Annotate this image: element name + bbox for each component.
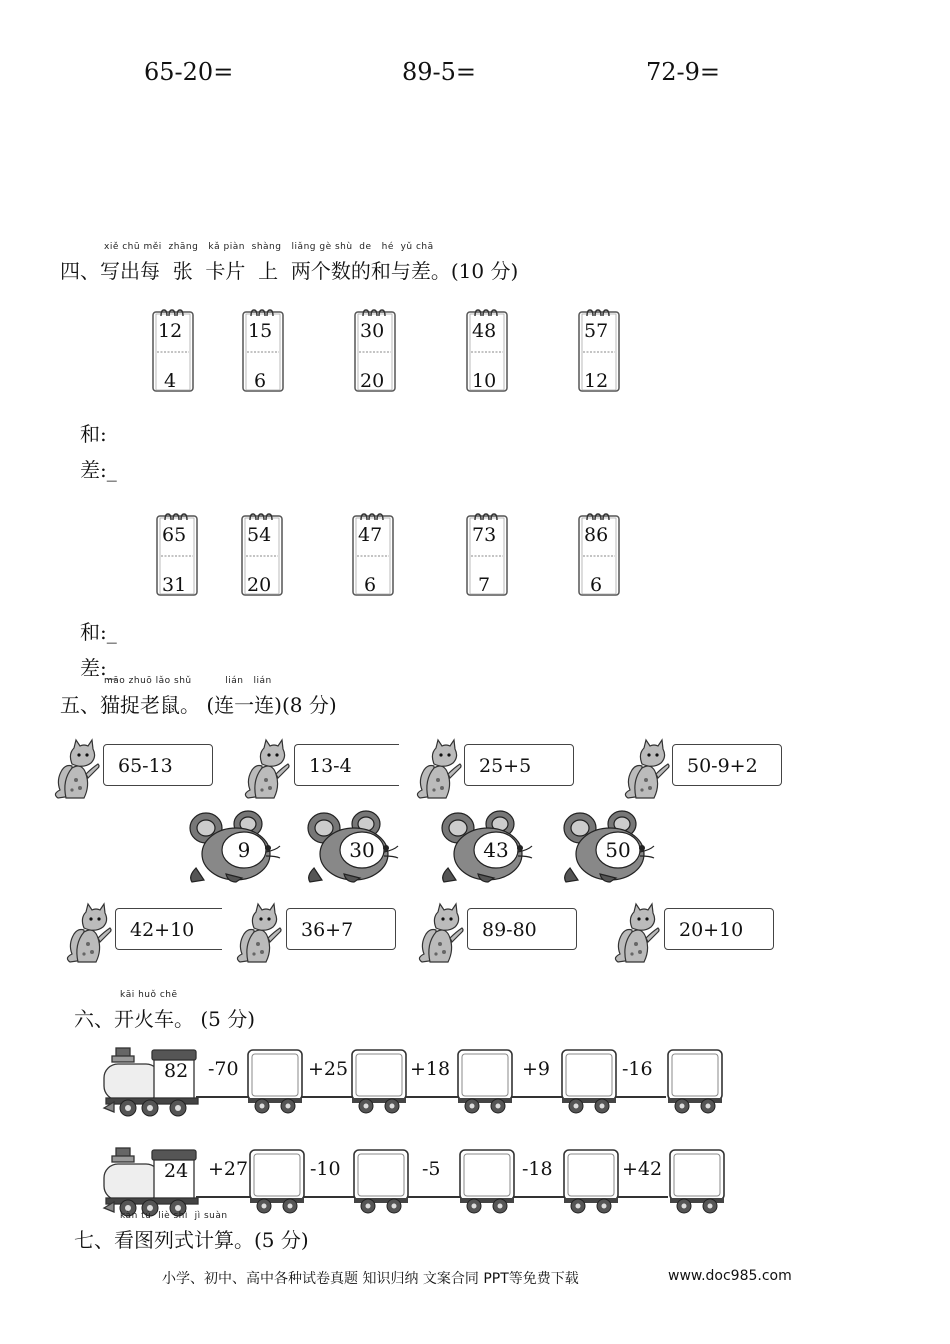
card-bottom-number: 12: [584, 370, 609, 392]
card-bottom-number: 7: [478, 574, 491, 596]
equation-2: 89-5=: [402, 58, 477, 86]
train-start-number: 24: [164, 1160, 189, 1182]
number-card: [242, 308, 284, 392]
card-bottom-number: 6: [254, 370, 267, 392]
section7-title: 七、看图列式计算。(5 分): [74, 1228, 309, 1252]
footer-url[interactable]: www.doc985.com: [668, 1268, 792, 1284]
card-top-number: 65: [162, 524, 187, 546]
cat-expression-box[interactable]: 36+7: [286, 908, 396, 950]
answer-wagon[interactable]: [668, 1148, 726, 1214]
answer-wagon[interactable]: [246, 1048, 304, 1114]
answer-wagon[interactable]: [248, 1148, 306, 1214]
section7-pinyin: kàn tú liè shì jì suàn: [120, 1211, 228, 1221]
mouse-icon[interactable]: [186, 808, 282, 884]
train-operation: -70: [208, 1058, 239, 1080]
cat-expression-box[interactable]: 20+10: [664, 908, 774, 950]
train-operation: +42: [622, 1158, 663, 1180]
number-card: [578, 308, 620, 392]
number-card: [466, 308, 508, 392]
card-bottom-number: 20: [247, 574, 272, 596]
answer-wagon[interactable]: [456, 1048, 514, 1114]
card-top-number: 48: [472, 320, 497, 342]
mouse-number: 43: [483, 838, 509, 862]
answer-wagon[interactable]: [350, 1048, 408, 1114]
mouse-number: 9: [237, 838, 251, 862]
locomotive-icon: [102, 1146, 202, 1218]
cat-expression-box[interactable]: 50-9+2: [672, 744, 782, 786]
card-top-number: 86: [584, 524, 609, 546]
train-operation: -18: [522, 1158, 553, 1180]
card-top-number: 57: [584, 320, 609, 342]
mouse-icon[interactable]: [438, 808, 534, 884]
train-start-number: 82: [164, 1060, 189, 1082]
train-operation: -5: [422, 1158, 441, 1180]
card-top-number: 54: [247, 524, 272, 546]
cat-expression-box[interactable]: 89-80: [467, 908, 577, 950]
answer-wagon[interactable]: [666, 1048, 724, 1114]
cat-icon: [232, 902, 284, 964]
number-card: [152, 308, 194, 392]
train-operation: -10: [310, 1158, 341, 1180]
sum-label-1: 和:: [80, 422, 107, 446]
answer-wagon[interactable]: [458, 1148, 516, 1214]
train-operation: -16: [622, 1058, 653, 1080]
card-top-number: 15: [248, 320, 273, 342]
section5-pinyin: māo zhuō lǎo shǔ lián lián: [104, 676, 272, 686]
mouse-number: 50: [605, 838, 631, 862]
train-operation: +9: [522, 1058, 551, 1080]
sum-label-2: 和:_: [80, 620, 117, 644]
card-top-number: 73: [472, 524, 497, 546]
train-operation: +25: [308, 1058, 349, 1080]
diff-label-2: 差:_: [80, 656, 117, 680]
cat-icon: [414, 902, 466, 964]
answer-wagon[interactable]: [560, 1048, 618, 1114]
card-bottom-number: 31: [162, 574, 187, 596]
card-top-number: 30: [360, 320, 385, 342]
number-card: [156, 512, 198, 596]
cat-icon: [50, 738, 102, 800]
section6-title: 六、开火车。 (5 分): [74, 1007, 256, 1031]
train-operation: +27: [208, 1158, 249, 1180]
card-bottom-number: 10: [472, 370, 497, 392]
card-bottom-number: 6: [590, 574, 603, 596]
answer-wagon[interactable]: [562, 1148, 620, 1214]
card-bottom-number: 6: [364, 574, 377, 596]
equation-1: 65-20=: [144, 58, 234, 86]
train-operation: +18: [410, 1058, 451, 1080]
footer-text: 小学、初中、高中各种试卷真题 知识归纳 文案合同 PPT等免费下载: [162, 1271, 579, 1287]
answer-wagon[interactable]: [352, 1148, 410, 1214]
number-card: [578, 512, 620, 596]
number-card: [352, 512, 394, 596]
cat-icon: [412, 738, 464, 800]
cat-expression-box[interactable]: 65-13: [103, 744, 213, 786]
locomotive-icon: [102, 1046, 202, 1118]
mouse-icon[interactable]: [560, 808, 656, 884]
card-top-number: 47: [358, 524, 383, 546]
cat-icon: [620, 738, 672, 800]
number-card: [466, 512, 508, 596]
number-card: [354, 308, 396, 392]
card-bottom-number: 4: [164, 370, 177, 392]
section5-title: 五、猫捉老鼠。 (连一连)(8 分): [60, 693, 337, 717]
section4-pinyin: xiě chū měi zhāng kǎ piàn shàng liǎng gè shù de hé yǔ chā: [104, 242, 434, 252]
cat-icon: [62, 902, 114, 964]
mouse-icon[interactable]: [304, 808, 400, 884]
equation-3: 72-9=: [646, 58, 721, 86]
section6-pinyin: kāi huǒ chē: [120, 990, 178, 1000]
cat-expression-box[interactable]: 13-4: [294, 744, 399, 786]
card-bottom-number: 20: [360, 370, 385, 392]
cat-expression-box[interactable]: 42+10: [115, 908, 222, 950]
diff-label-1: 差:_: [80, 458, 117, 482]
number-card: [241, 512, 283, 596]
cat-expression-box[interactable]: 25+5: [464, 744, 574, 786]
section4-title: 四、写出每 张 卡片 上 两个数的和与差。(10 分): [60, 259, 519, 283]
cat-icon: [610, 902, 662, 964]
card-top-number: 12: [158, 320, 183, 342]
cat-icon: [240, 738, 292, 800]
mouse-number: 30: [349, 838, 375, 862]
